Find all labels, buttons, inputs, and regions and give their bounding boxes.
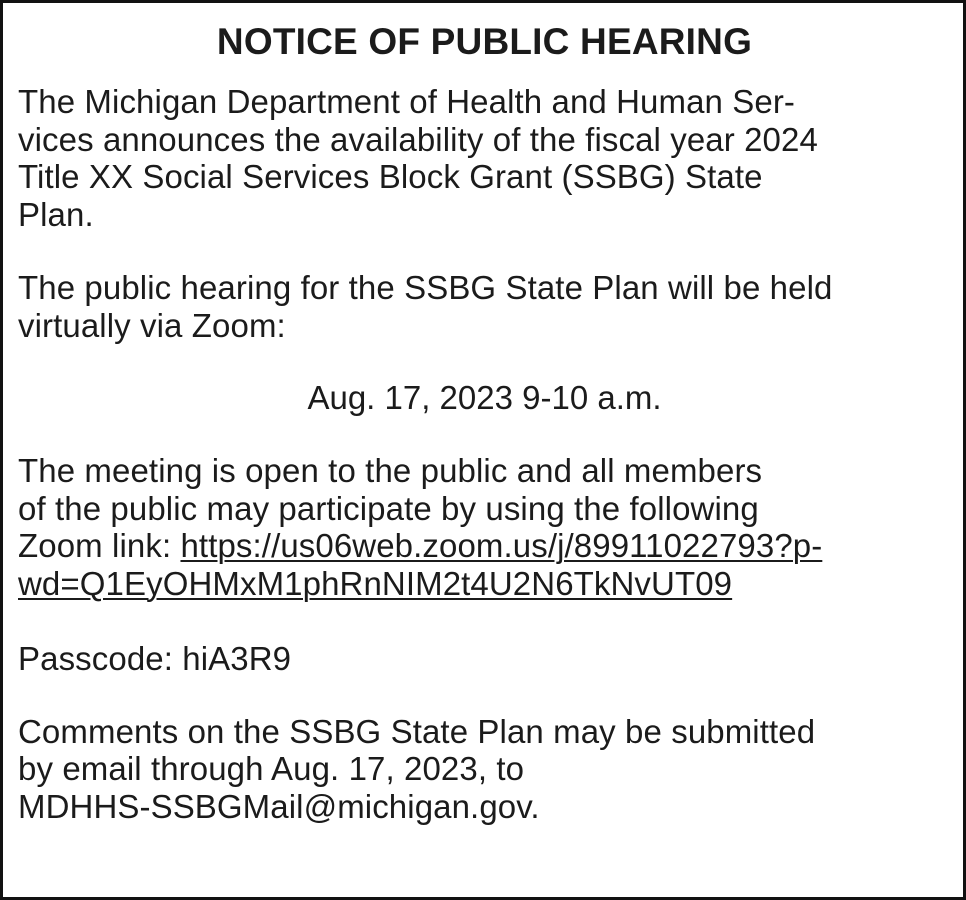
- hearing-paragraph: [18, 269, 951, 344]
- intro-paragraph: [18, 83, 951, 233]
- intro-line: vices announces the availability of the fiscal year 2024: [18, 120, 818, 158]
- meeting-line: The meeting is open to the public and all members: [18, 452, 763, 489]
- meeting-datetime: Aug. 17, 2023 9-10 a.m.: [307, 379, 662, 416]
- meeting-line: of the public may participate by using the following: [18, 489, 759, 527]
- comments-line: Comments on the SSBG State Plan may be submitted: [18, 712, 816, 750]
- intro-line: Plan.: [18, 195, 94, 233]
- zoom-link[interactable]: https://us06web.zoom.us/j/89911022793?p-: [180, 527, 823, 564]
- zoom-link-line: [18, 527, 951, 565]
- comments-paragraph: [18, 713, 951, 826]
- zoom-link-continued[interactable]: wd=Q1EyOHMxM1phRnNIM2t4U2N6TkNvUT09: [18, 564, 733, 602]
- comments-line: by email through Aug. 17, 2023, to: [18, 750, 525, 787]
- zoom-link-prefix: Zoom link:: [18, 527, 181, 564]
- hearing-line: virtually via Zoom:: [18, 306, 286, 344]
- hearing-line: The public hearing for the SSBG State Plan will be held: [18, 269, 833, 306]
- intro-line: Title XX Social Services Block Grant (SSBG) State: [18, 158, 763, 195]
- notice-title: NOTICE OF PUBLIC HEARING: [216, 21, 753, 62]
- zoom-link-line: [18, 565, 951, 603]
- intro-line: The Michigan Department of Health and Human Ser-: [18, 83, 796, 120]
- passcode: Passcode: hiA3R9: [18, 640, 292, 677]
- meeting-paragraph: [18, 452, 951, 602]
- comments-email: MDHHS-SSBGMail@michigan.gov.: [18, 787, 540, 825]
